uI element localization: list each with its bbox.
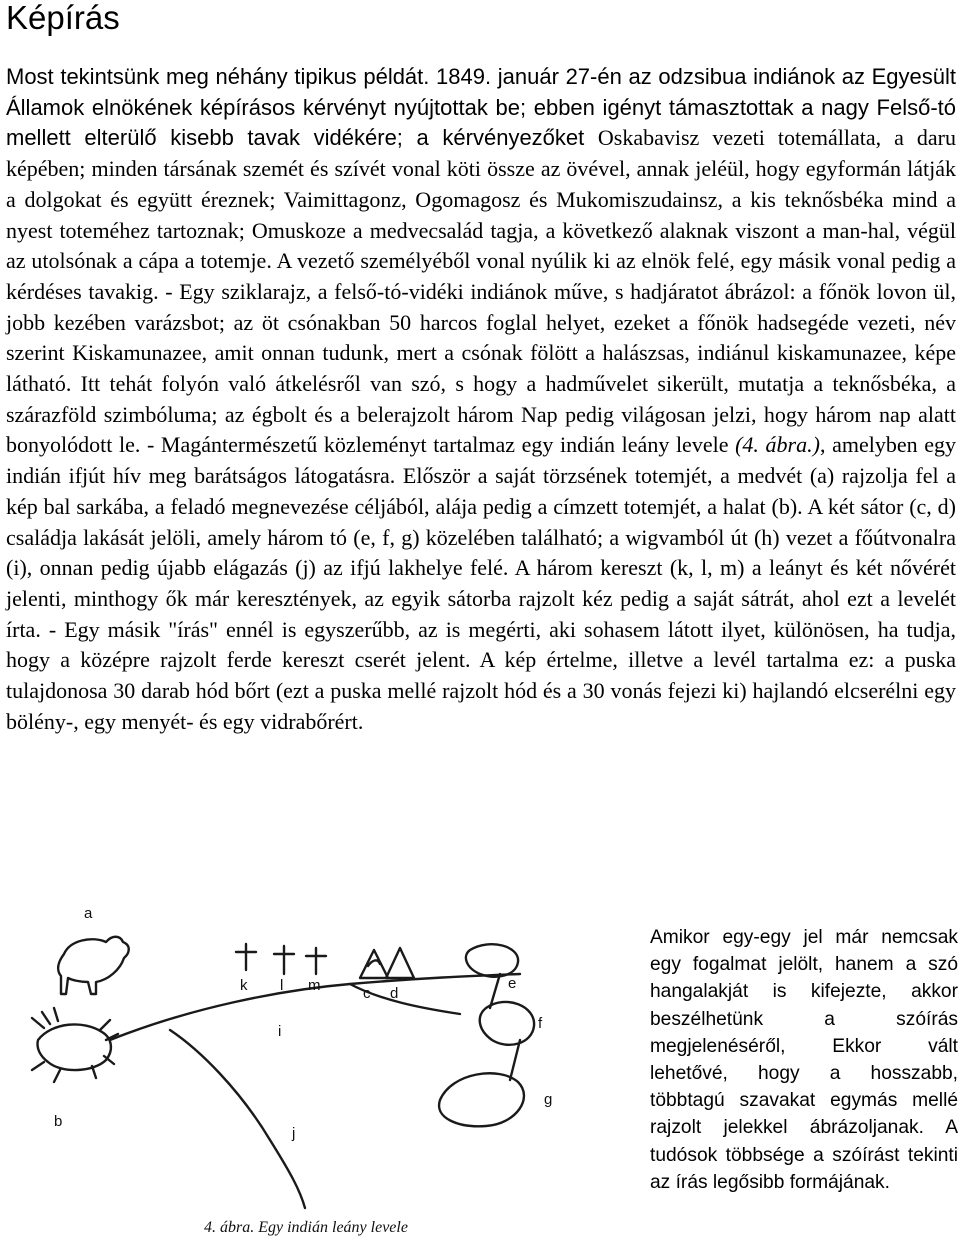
body-paragraph (6, 62, 956, 737)
cross-k (236, 944, 256, 970)
body-text-segment: Most tekintsünk meg néhány tipikus példát. 1849. január 27-én az odzsibua indiánok az Egyesült Államok elnökének képírásos kérvényt nyújtottak be; ebben igényt támasztottak a nagy Felső-tó mellett elterülő kisebb tavak vidékére; a kérvényezőket (6, 64, 956, 151)
bear-drawing (58, 937, 129, 994)
figure-label-d: d (390, 985, 399, 1002)
figure-label-j: j (292, 1125, 296, 1142)
pictograph-letter-figure (0, 890, 640, 1252)
tent-c (360, 950, 388, 978)
figure-caption: 4. ábra. Egy indián leány levele (204, 1219, 408, 1236)
figure-label-g: g (544, 1091, 553, 1108)
lake-g (439, 1073, 524, 1126)
figure-label-e: e (508, 975, 517, 992)
page-title: Képírás (6, 0, 120, 36)
figure-label-m: m (308, 977, 321, 994)
cross-m (306, 948, 326, 974)
figure-label-b: b (54, 1113, 63, 1130)
figure-label-f: f (538, 1015, 543, 1032)
figure-label-a: a (84, 905, 93, 922)
tent-d (386, 948, 414, 978)
fish-drawing (37, 1024, 110, 1070)
figure-label-k: k (240, 977, 248, 994)
cross-l (274, 946, 294, 974)
figure-label-i: i (278, 1023, 282, 1040)
branch-road-line (170, 1030, 305, 1208)
figure-label-l: l (280, 977, 284, 994)
body-text-segment: Oskabavisz vezeti totemállata, a daru képében; minden társának szemét és szívét vonal köti össze az övével, annak jeléül, hogy egyformán látják a dolgokat és együtt éreznek; Vaimittagonz, Ogomagosz és Mukomiszudainsz, a kis teknősbéka mind a nyest toteméhez tartoznak; Omuskoze a medvecsalád tagja, a következő alaknak viszont a man-hal, végül az utolsónak a cápa a totemje. A vezető személyéből vonal nyúlik ki az elnök felé, egy másik vonal pedig a kérdéses tavakig. - Egy sziklarajz, a felső-tó-vidéki indiánok műve, s hadjáratot ábrázol: a főnök lovon ül, jobb kezében varázsbot; az öt csónakban 50 harcos foglal helyet, ezeket a főnök hadsegéde vezeti, név szerint Kiskamunazee, amit onnan tudunk, mert a csónak fölött a halászsas, indiánul kiskamunazee, képe látható. Itt tehát folyón való átkelésről van szó, s hogy a hadművelet sikerült, mutatja a teknősbéka, a szárazföld szimbóluma; az égbolt és a belerajzolt három Nap pedig világosan jelzi, hogy három nap alatt bonyolódott le. - Magántermészetű közleményt tartalmaz egy indián leány levele (6, 125, 956, 458)
lake-e (466, 944, 518, 976)
body-text-segment: , amelyben egy indián ifjút hív meg barátságos látogatásra. Először a saját törzsének totemjét, a medvét (a) rajzolja fel a kép bal sarkába, a feladó megnevezése céljából, alája pedig a címzett totemjét, a halat (b). A két sátor (c, d) családja lakását jelöli, amely három tó (e, f, g) közelében található; a wigvamból út (h) vezet a főútvonalra (i), onnan pedig újabb elágazás (j) az ifjú lakhelye felé. A három kereszt (k, l, m) a leányt és két nővérét jelenti, minthogy ők már keresztények, az egyik sátorba rajzolt kéz pedig a saját sátrát, ahol ezt a levelét írta. - Egy másik "írás" ennél is egyszerűbb, az is megérti, aki sohasem látott ilyet, különösen, ha tudja, hogy a középre rajzolt ferde kereszt cserét jelent. A kép értelme, illetve a levél tartalma ez: a puska tulajdonosa 30 darab hód bőrt (ezt a puska mellé rajzolt hód és a 30 vonás fejezi ki) hajlandó elcserélni egy bölény-, egy menyét- és egy vidrabőrért. (6, 432, 956, 734)
lake-f (480, 1002, 534, 1045)
side-note-paragraph: Amikor egy-egy jel már nemcsak egy fogalmat jelölt, hanem a szó hangalakját is kifejezte, akkor beszélhetünk a szóírás megjelenéséről, Ekkor vált lehetővé, hogy a hosszabb, többtagú szavakat egymás mellé rajzolt jelekkel ábrázoljanak. A tudósok többsége a szóírást tekinti az írás legősibb formájának. (650, 927, 958, 1193)
figure-reference: (4. ábra.) (735, 432, 820, 458)
figure-label-c: c (363, 985, 371, 1002)
